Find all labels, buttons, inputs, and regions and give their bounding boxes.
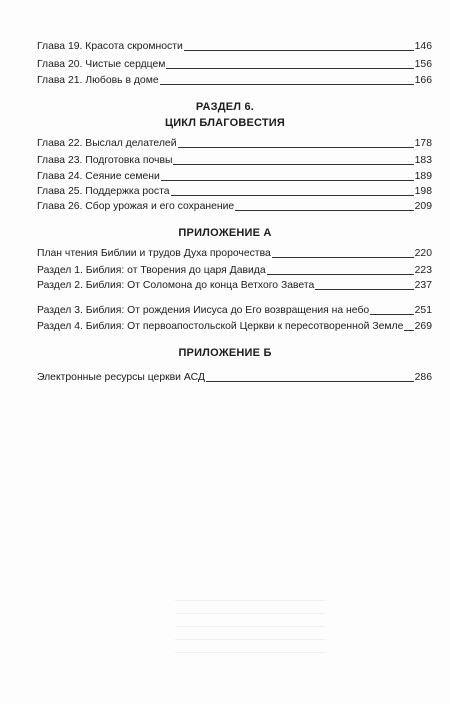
toc-entry-title: Глава 21. Любовь в доме bbox=[37, 75, 159, 86]
toc-entry-page: 146 bbox=[414, 41, 432, 52]
appendix-a-heading: ПРИЛОЖЕНИЕ А bbox=[178, 227, 272, 239]
dot-leader bbox=[161, 179, 414, 181]
toc-entry[interactable] bbox=[37, 201, 432, 213]
dot-leader bbox=[272, 256, 414, 258]
toc-entry-page: 198 bbox=[414, 186, 432, 197]
toc-entry-title: Глава 25. Поддержка роста bbox=[37, 186, 170, 197]
toc-entry-page: 237 bbox=[414, 280, 432, 291]
toc-entry-page: 286 bbox=[414, 372, 432, 383]
toc-entry-title: Глава 19. Красота скромности bbox=[37, 41, 183, 52]
toc-entry-title: Раздел 1. Библия: от Творения до царя Давида bbox=[37, 265, 266, 276]
dot-leader bbox=[206, 380, 414, 382]
toc-entry[interactable] bbox=[37, 138, 432, 150]
toc-entry[interactable] bbox=[37, 186, 432, 198]
toc-entry-title: Глава 20. Чистые сердцем bbox=[37, 59, 166, 70]
toc-entry[interactable] bbox=[37, 75, 432, 87]
appendix-b-heading: ПРИЛОЖЕНИЕ Б bbox=[178, 347, 272, 359]
toc-entry[interactable] bbox=[37, 59, 432, 71]
dot-leader bbox=[178, 146, 414, 148]
dot-leader bbox=[166, 67, 413, 69]
toc-entry-page: 189 bbox=[414, 171, 432, 182]
toc-entry-page: 166 bbox=[414, 75, 432, 86]
toc-entry[interactable] bbox=[37, 372, 432, 384]
toc-entry-page: 251 bbox=[414, 305, 432, 316]
toc-entry-page: 209 bbox=[414, 201, 432, 212]
toc-entry-title: Раздел 2. Библия: От Соломона до конца Ветхого Завета bbox=[37, 280, 315, 291]
dot-leader bbox=[173, 163, 413, 165]
section-subheading: ЦИКЛ БЛАГОВЕСТИЯ bbox=[164, 117, 286, 129]
toc-entry[interactable] bbox=[37, 41, 432, 53]
toc-entry-page: 178 bbox=[414, 138, 432, 149]
toc-entry[interactable] bbox=[37, 171, 432, 183]
dot-leader bbox=[404, 329, 413, 331]
toc-entry-title: Раздел 3. Библия: От рождения Иисуса до Его возвращения на небо bbox=[37, 305, 370, 316]
toc-entry[interactable] bbox=[37, 305, 432, 317]
toc-entry-title: Глава 23. Подготовка почвы bbox=[37, 155, 173, 166]
toc-entry[interactable] bbox=[37, 265, 432, 277]
toc-entry-page: 269 bbox=[414, 321, 432, 332]
dot-leader bbox=[267, 273, 414, 275]
section-heading: РАЗДЕЛ 6. bbox=[195, 101, 255, 113]
dot-leader bbox=[315, 288, 413, 290]
toc-entry[interactable] bbox=[37, 321, 432, 333]
toc-entry-title: Электронные ресурсы церкви АСД bbox=[37, 372, 205, 383]
toc-entry[interactable] bbox=[37, 155, 432, 167]
toc-entry-title: Глава 22. Выслал делателей bbox=[37, 138, 177, 149]
toc-entry-page: 183 bbox=[414, 155, 432, 166]
toc-entry-page: 220 bbox=[414, 248, 432, 259]
toc-entry-title: Раздел 4. Библия: От первоапостольской Церкви к пересотворенной Земле bbox=[37, 321, 404, 332]
dot-leader bbox=[171, 194, 414, 196]
toc-entry-page: 223 bbox=[414, 265, 432, 276]
dot-leader bbox=[160, 83, 414, 85]
toc-entry-title: План чтения Библии и трудов Духа пророчества bbox=[37, 248, 271, 259]
toc-entry-page: 156 bbox=[414, 59, 432, 70]
bleed-through-lines bbox=[175, 600, 325, 680]
toc-entry[interactable] bbox=[37, 248, 432, 260]
toc-entry-title: Глава 26. Сбор урожая и его сохранение bbox=[37, 201, 235, 212]
dot-leader bbox=[370, 313, 413, 315]
dot-leader bbox=[184, 49, 414, 51]
toc-entry-title: Глава 24. Сеяние семени bbox=[37, 171, 160, 182]
dot-leader bbox=[235, 209, 413, 211]
toc-entry[interactable] bbox=[37, 280, 432, 292]
